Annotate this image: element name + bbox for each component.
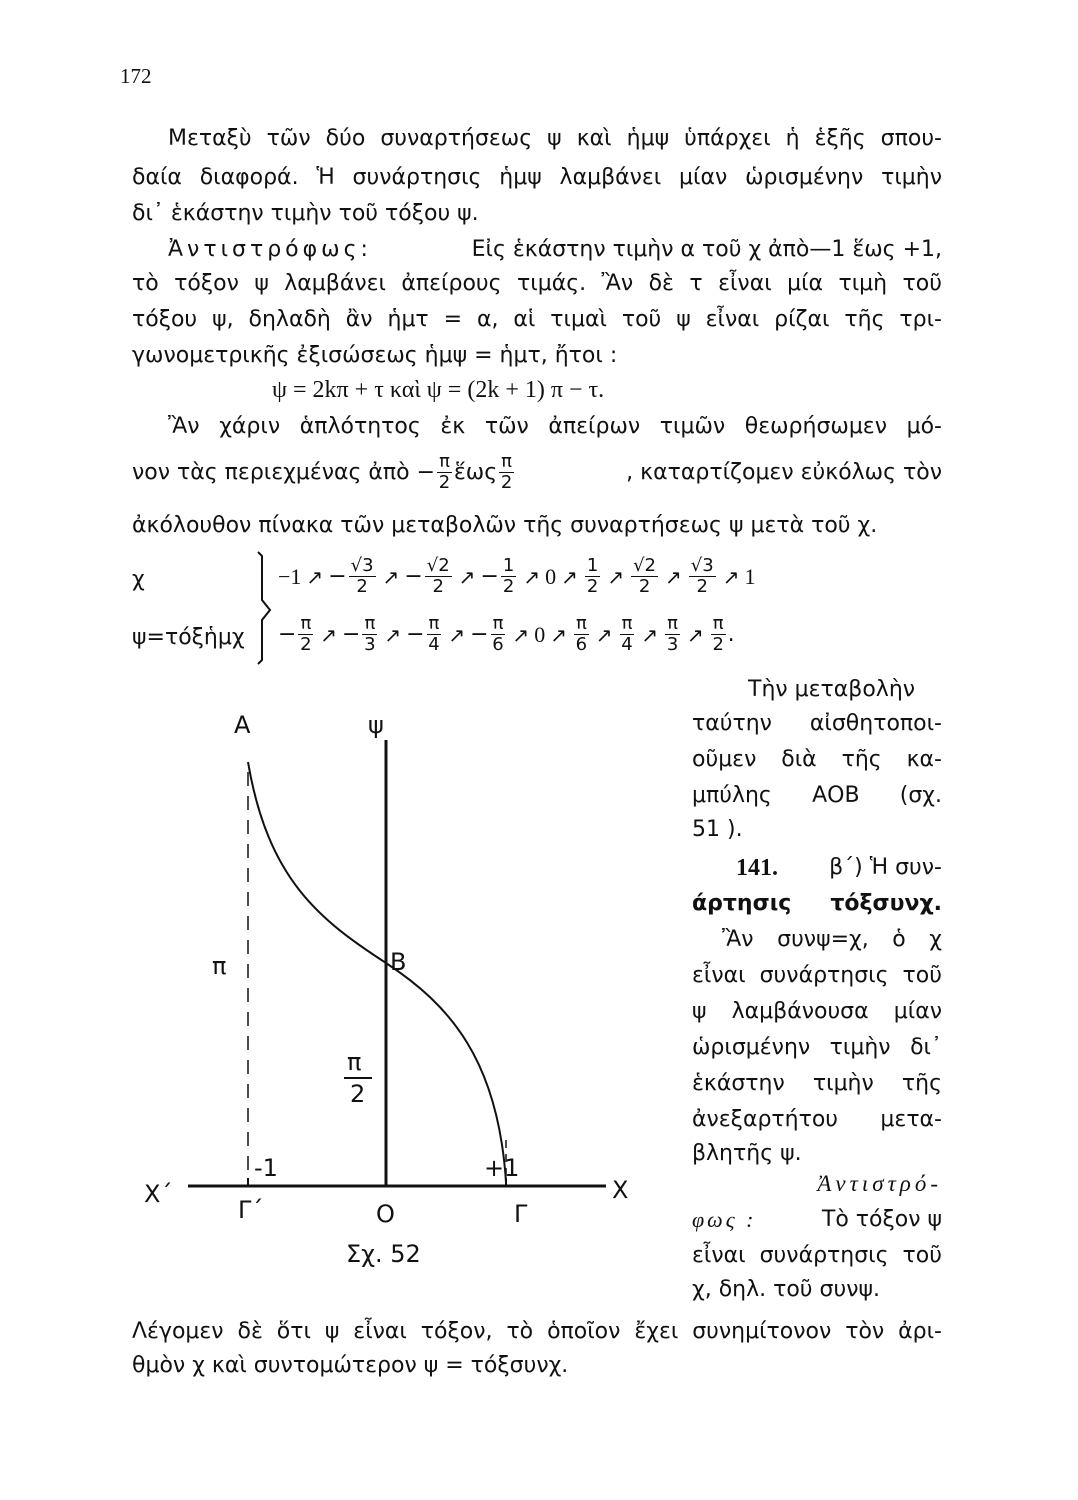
arrow-icon: ↗ xyxy=(458,564,476,589)
rc2-line7: βλητῆς ψ. xyxy=(692,1141,802,1166)
cell-num: π xyxy=(364,613,376,634)
arrow-icon: ↗ xyxy=(523,564,541,589)
arrow-icon: ↗ xyxy=(561,564,578,589)
cell-den: 2 xyxy=(696,576,708,597)
paragraph3-line1: Ἂν χάριν ἁπλότητος ἐκ τῶν ἀπείρων τιμῶν θεωρήσωμεν μό- xyxy=(168,414,942,439)
arrow-icon: ↗ xyxy=(320,622,338,647)
section-title: β΄) Ἡ συν- xyxy=(829,855,942,880)
label-B: Β xyxy=(390,948,407,976)
cell-sign: − xyxy=(278,621,297,647)
paragraph2-line1-text: Εἰς ἑκάστην τιμὴν α τοῦ χ ἀπὸ—1 ἕως +1, xyxy=(471,237,942,262)
cell-den: 4 xyxy=(428,634,440,655)
rc1-line1: Τὴν μεταβολὴν xyxy=(748,677,916,702)
label-pi-half-num: π xyxy=(347,1048,362,1076)
arrow-icon: ↗ xyxy=(607,564,625,589)
cell-sign: − xyxy=(480,563,499,589)
cell-den: 2 xyxy=(356,576,368,597)
frac-num: π xyxy=(439,451,450,472)
rc2-line4: ὡρισμένην τιμὴν δι᾽ xyxy=(692,1035,942,1060)
cell-num: √2 xyxy=(633,555,656,576)
arccos-curve xyxy=(248,762,506,1182)
cell-den: 3 xyxy=(364,634,376,655)
cell-num: π xyxy=(300,613,312,634)
rc3-line2: χ, δηλ. τοῦ συνψ. xyxy=(692,1277,880,1302)
cell-den: 2 xyxy=(638,576,651,597)
rc1-line3: οῦμεν διὰ τῆς κα- xyxy=(692,747,942,772)
paragraph1-line3: δι᾽ ἑκάστην τιμὴν τοῦ τόξου ψ. xyxy=(132,201,479,226)
arrow-icon: ↗ xyxy=(382,564,400,589)
arrow-icon: ↗ xyxy=(306,564,324,589)
arrow-icon: ↗ xyxy=(665,564,682,589)
rc1-line5: 51 ). xyxy=(692,817,743,842)
cell-num: π xyxy=(667,613,679,634)
frac-den: 2 xyxy=(438,472,451,493)
rc2-line3: ψ λαμβάνουσα μίαν xyxy=(692,999,942,1024)
paragraph2-line4: γωνομετρικῆς ἐξισώσεως ἡμψ = ἡμτ, ἤτοι : xyxy=(132,343,618,368)
frac-den: 2 xyxy=(500,472,513,493)
final-line1: Λέγομεν δὲ ὅτι ψ εἶναι τόξον, τὸ ὁποῖον ἔχει συνημίτονον τὸν ἀρι- xyxy=(132,1319,942,1344)
row-end: . xyxy=(727,621,735,647)
cell-num: π xyxy=(621,613,633,634)
label-A: Α xyxy=(234,711,251,739)
rc2-line1: Ἂν συνψ=χ, ὁ χ xyxy=(722,927,942,952)
cell-den: 2 xyxy=(300,634,312,655)
rc2-line6: ἀνεξαρτήτου μετα- xyxy=(692,1107,942,1132)
formula: ψ = 2kπ + τ καὶ ψ = (2k + 1) π − τ. xyxy=(272,377,605,403)
table-brace xyxy=(258,552,270,664)
paragraph2-line3: τόξου ψ, δηλαδὴ ἂν ἡμτ = α, αἱ τιμαὶ τοῦ ψ εἶναι ρίζαι τῆς τρι- xyxy=(132,307,942,332)
figure-caption: Σχ. 52 xyxy=(346,1240,421,1268)
label-X: Χ xyxy=(612,1176,629,1204)
cell-num: √3 xyxy=(690,555,714,576)
cell-num: √2 xyxy=(426,555,450,576)
cell-den: 6 xyxy=(492,634,504,655)
label-pi-half-den: 2 xyxy=(350,1080,366,1108)
cell-num: 1 xyxy=(502,555,515,576)
cell-den: 2 xyxy=(712,634,724,655)
cell-den: 6 xyxy=(575,634,588,655)
cell-den: 2 xyxy=(502,576,515,597)
cell-whole: 0 xyxy=(545,563,557,589)
rc1-line2: ταύτην αἰσθητοποι- xyxy=(692,711,942,736)
cell-num: √3 xyxy=(350,555,374,576)
cell-sign: − xyxy=(342,621,361,647)
table-row2-label: ψ=τόξἡμχ xyxy=(132,625,245,650)
label-X-prime: Χ΄ xyxy=(144,1180,173,1208)
arrow-icon: ↗ xyxy=(448,622,466,647)
arrow-icon: ↗ xyxy=(595,622,613,647)
p3-mid: ἕως xyxy=(453,459,498,485)
cell-den: 3 xyxy=(666,634,679,655)
rc1-line4: μπύλης ΑΟΒ (σχ. xyxy=(692,783,942,808)
arrow-icon: ↗ xyxy=(641,622,659,647)
p3-before: νον τὰς περιεχμένας ἀπὸ − xyxy=(132,459,436,485)
arrow-icon: ↗ xyxy=(384,622,402,647)
antistrofos2-end: φως : xyxy=(692,1207,757,1232)
arrow-icon: ↗ xyxy=(687,622,704,647)
arrow-icon: ↗ xyxy=(550,622,567,647)
paragraph3-line3: ἀκόλουθον πίνακα τῶν μεταβολῶν τῆς συναρτήσεως ψ μετὰ τοῦ χ. xyxy=(132,513,878,538)
arrow-icon: ↗ xyxy=(722,564,740,589)
rc2-line2: εἶναι συνάρτησις τοῦ xyxy=(692,963,942,988)
final-line2: θμὸν χ καὶ συντομώτερον ψ = τόξσυνχ. xyxy=(132,1353,569,1378)
label-psi: ψ xyxy=(368,711,384,739)
antistrofos2-rest: Τὸ τόξον ψ xyxy=(821,1207,942,1232)
frac-num: π xyxy=(501,451,512,472)
cell-den: 4 xyxy=(621,634,633,655)
section-title-2: άρτησις τόξσυνχ. xyxy=(692,891,942,916)
cell-sign: − xyxy=(470,621,489,647)
antistrofos2-line1: Ἀντιστρό- xyxy=(817,1171,942,1196)
cell-whole: 0 xyxy=(534,621,546,647)
cell-whole: −1 xyxy=(278,563,302,589)
arrow-icon: ↗ xyxy=(512,622,530,647)
cell-den: 2 xyxy=(586,576,599,597)
cell-num: π xyxy=(428,613,440,634)
antistrofos-word: Ἀντιστρόφως: xyxy=(168,237,372,262)
cell-num: π xyxy=(492,613,504,634)
paragraph2-line2: τὸ τόξον ψ λαμβάνει ἀπείρους τιμάς. Ἂν δὲ τ εἶναι μία τιμὴ τοῦ xyxy=(132,271,942,296)
cell-den: 2 xyxy=(432,576,444,597)
section-number: 141. xyxy=(736,855,778,881)
cell-whole: 1 xyxy=(744,563,756,589)
label-G: Γ xyxy=(514,1200,528,1228)
label-O: Ο xyxy=(376,1200,395,1228)
cell-sign: − xyxy=(328,563,347,589)
p3-after: , καταρτίζομεν εὐκόλως τὸν xyxy=(626,459,942,485)
cell-num: π xyxy=(712,613,724,634)
paragraph1-line1: Μεταξὺ τῶν δύο συναρτήσεως ψ καὶ ἡμψ ὑπάρχει ἡ ἑξῆς σπου- xyxy=(168,126,942,151)
cell-num: π xyxy=(575,613,587,634)
page-number: 172 xyxy=(120,64,152,88)
rc3-line1: εἶναι συνάρτησις τοῦ xyxy=(692,1243,942,1268)
label-pi: π xyxy=(212,952,227,980)
label-plus1: +1 xyxy=(484,1154,520,1182)
label-G-prime: Γ΄ xyxy=(238,1196,264,1224)
paragraph1-line2: δαία διαφορά. Ἡ συνάρτησις ἡμψ λαμβάνει μίαν ὡρισμένην τιμὴν xyxy=(132,165,942,190)
cell-sign: − xyxy=(404,563,423,589)
rc2-line5: ἑκάστην τιμὴν τῆς xyxy=(692,1071,942,1096)
cell-sign: − xyxy=(406,621,425,647)
label-minus1: -1 xyxy=(254,1154,278,1182)
cell-num: 1 xyxy=(586,555,599,576)
table-row1-label: χ xyxy=(132,567,145,592)
